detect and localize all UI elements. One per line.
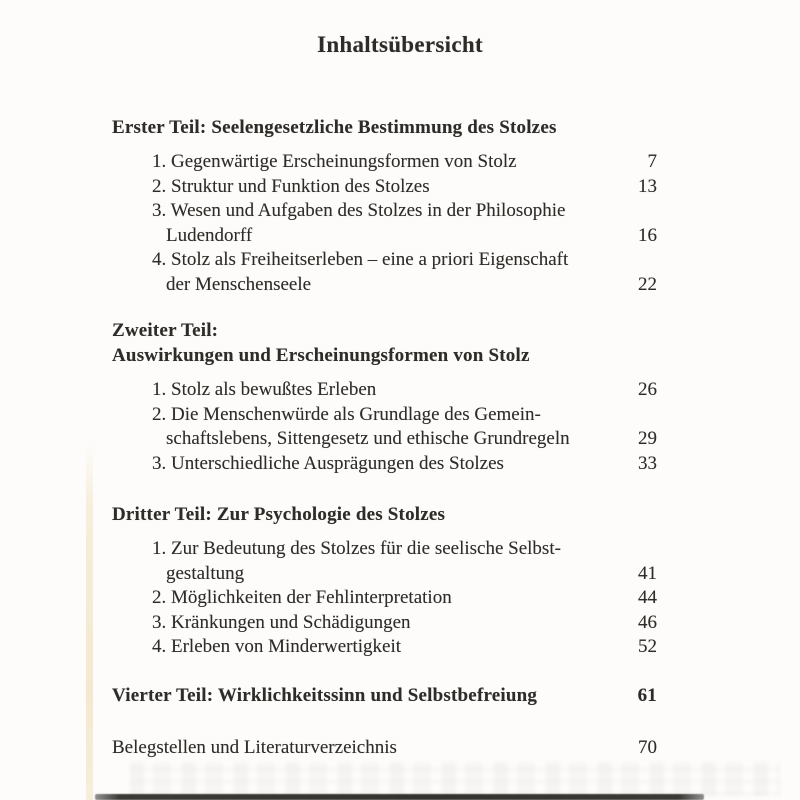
toc-entry-line-continuation <box>152 427 657 452</box>
section-items <box>112 537 657 660</box>
toc-entry-page-number: 52 <box>638 636 657 657</box>
toc-entry-line-continuation <box>152 273 657 298</box>
toc-section-zweiter-teil <box>112 318 657 476</box>
toc-entry-line <box>152 537 657 562</box>
toc-entry-page-number: 29 <box>638 428 657 449</box>
toc-entry-line <box>152 403 657 428</box>
toc-entry <box>152 452 657 477</box>
toc-entry-text: 4. Erleben von Minderwertigkeit <box>152 636 402 657</box>
toc-entry-page-number: 41 <box>638 562 657 584</box>
toc-entry-text: 3. Wesen und Aufgaben des Stolzes in der Philosophie <box>152 200 566 221</box>
toc-entry <box>152 611 657 636</box>
toc-entry-text: 3. Unterschiedliche Ausprägungen des Stolzes <box>152 452 504 474</box>
toc-entry-text: 2. Möglichkeiten der Fehlinterpretation <box>152 587 452 608</box>
toc-entry-line-continuation <box>152 562 657 587</box>
toc-entry-text: 2. Struktur und Funktion des Stolzes <box>152 175 430 197</box>
toc-entry-line <box>152 199 657 224</box>
toc-entry-text: 1. Gegenwärtige Erscheinungsformen von Stolz <box>152 151 517 172</box>
toc-entry <box>152 403 657 452</box>
toc-entry-page-number: 33 <box>638 452 657 474</box>
table-of-contents <box>0 115 800 760</box>
section-heading <box>112 502 657 527</box>
section-items <box>112 378 657 476</box>
section-heading-line: Dritter Teil: Zur Psychologie des Stolzes <box>112 504 446 525</box>
toc-entry <box>152 378 657 403</box>
toc-entry-page-number: 26 <box>638 379 657 400</box>
toc-entry-line <box>152 175 657 200</box>
section-heading-line: Auswirkungen und Erscheinungsformen von Stolz <box>112 345 530 366</box>
toc-entry-page-number: 70 <box>638 736 657 758</box>
toc-entry-line <box>152 586 657 611</box>
toc-entry-page-number: 16 <box>638 224 657 246</box>
page-title: Inhaltsübersicht <box>317 32 483 57</box>
toc-entry-line-continuation <box>152 224 657 249</box>
toc-entry-text: Belegstellen und Literaturverzeichnis <box>112 736 397 758</box>
toc-entry <box>152 175 657 200</box>
toc-entry-line <box>152 150 657 175</box>
toc-entry-text: der Menschenseele <box>166 273 312 295</box>
scan-edge-bar <box>95 794 704 800</box>
toc-entry <box>152 635 657 660</box>
toc-entry-text: 1. Zur Bedeutung des Stolzes für die seelische Selbst- <box>152 538 561 559</box>
toc-entry-line <box>152 378 657 403</box>
toc-entry <box>152 586 657 611</box>
toc-section-dritter-teil <box>112 502 657 660</box>
toc-entry-vierter-teil <box>112 683 657 708</box>
section-heading-line: Erster Teil: Seelengesetzliche Bestimmung des Stolzes <box>112 117 557 138</box>
toc-entry-page-number: 22 <box>638 273 657 295</box>
toc-entry-page-number: 61 <box>637 684 657 706</box>
toc-entry-text: 3. Kränkungen und Schädigungen <box>152 611 411 633</box>
toc-entry-line <box>152 452 657 477</box>
toc-entry-text: 4. Stolz als Freiheitserleben – eine a priori Eigenschaft <box>152 249 569 270</box>
section-items <box>112 150 657 297</box>
reverse-page-bleedthrough <box>130 762 780 796</box>
toc-entry-belegstellen <box>112 735 657 760</box>
toc-entry <box>152 537 657 586</box>
toc-entry-text: 1. Stolz als bewußtes Erleben <box>152 379 377 400</box>
toc-section-erster-teil <box>112 115 657 297</box>
toc-entry-page-number: 44 <box>638 587 657 608</box>
section-heading <box>112 318 657 368</box>
section-heading-line: Zweiter Teil: <box>112 320 219 341</box>
section-heading <box>112 115 657 140</box>
toc-entry <box>152 248 657 297</box>
toc-entry-text: 2. Die Menschenwürde als Grundlage des Gemein- <box>152 403 541 425</box>
toc-entry-text: Vierter Teil: Wirklichkeitssinn und Selbstbefreiung <box>112 684 538 706</box>
toc-entry-text: schaftslebens, Sittengesetz und ethische Grundregeln <box>166 428 570 449</box>
toc-entry <box>152 199 657 248</box>
toc-entry-page-number: 7 <box>647 151 657 172</box>
toc-entry-page-number: 46 <box>638 611 657 633</box>
toc-entry <box>152 150 657 175</box>
toc-entry-line <box>152 248 657 273</box>
toc-entry-text: gestaltung <box>166 562 245 584</box>
toc-entry-line <box>152 635 657 660</box>
toc-entry-page-number: 13 <box>638 175 657 197</box>
toc-entry-text: Ludendorff <box>166 224 253 246</box>
toc-entry-line <box>152 611 657 636</box>
